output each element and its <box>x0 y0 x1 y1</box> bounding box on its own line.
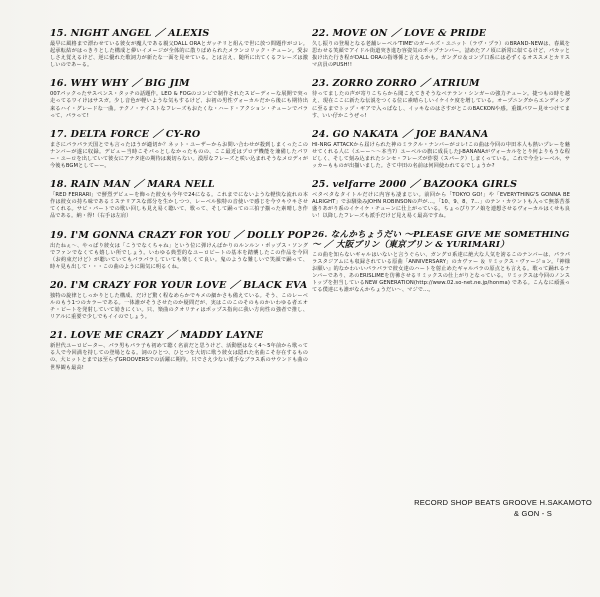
track-number: 20. <box>50 279 68 291</box>
track-entry-24 <box>312 129 570 170</box>
track-number: 15. <box>50 28 68 39</box>
track-heading <box>312 129 570 140</box>
track-title: NIGHT ANGEL ／ ALEXIS <box>70 28 210 39</box>
track-entry-15 <box>50 28 308 69</box>
track-heading <box>50 78 308 89</box>
track-heading <box>312 230 570 250</box>
track-review: この曲を知らないギャルはいないと言うぐらい、ガングロ系達に絶大な人気を誇るこのナンバーは、パラパラスタジアムにも収録されている原曲「ANNIVERSARY」のカヴァー ＆ リミックス・ヴァージョン。『神様お願い』的なかわいいパラパラで彼女達のハートを射止めたギャルパラの原点とも言える。歌って踊れるナンバーであり、あのERISLIMEを彷彿させるリミックスの仕上がりとなっている。リミックスは今回のノンストップを担当しているNEW GENERATION(http://www.02.so-net.ne.jp/honma) である。こんなに頑張ってる僕達にも誰がなんかちょうだい〜、マジで…。 <box>312 251 570 293</box>
track-heading <box>312 28 570 39</box>
track-number: 17. <box>50 128 68 140</box>
track-review: 007パックったサスペンス・タッチの話題作。LEO & FOGのコンビで制作されたスピーディーな展開で突っ走ってるワイけはサスガ。少し音色が軽いような気もするけど、お初の男性ヴォーカルだから後にも期待出来るハイ・グレードな一曲。テクノ・テイストなフレーズもおたくな・ハード・アクション・チューンでパラって、パラって! <box>50 91 308 119</box>
track-heading <box>312 78 570 89</box>
track-review: 新世代ユーロビーター、パラ男もパラ子も初めて聴く名前だと思うけど、活動歴はなく4〜5年前から歌ってる人で今回満を持しての登場となる。詞のひとつ、ひとつを大切に歌う彼女は隠れた名曲こそ存在するものの、大ヒットとまでは至らずGROOVERSでの活躍に期待。只でさえ少ない派手なブラス系のサウンドも曲の世界観も最高! <box>50 343 308 371</box>
track-title: I'M GONNA CRAZY FOR YOU ／ DOLLY POP <box>70 229 311 241</box>
track-number: 19. <box>50 229 68 241</box>
track-entry-20 <box>50 280 308 321</box>
track-heading <box>50 330 308 341</box>
track-title: WHY WHY ／ BIG JIM <box>70 78 190 90</box>
track-number: 25. <box>312 179 330 191</box>
track-review: 久し振りの登場となる老舗レーベル'TIME'のガールズ・ユニット（ラヴ・プラ）のBRAND-NEWは、春風を思わせる笑顔でアイドル街道突き進む容姿気のポップナンバー。詰めたアノ頃に新常に似てるけど、パカッと抜け出た行き程がDALL ORAの指導係と言えるかも。ガングロ＆コンプ口系には必ずくるオススメとカリスマ店員のPUSH!! <box>312 41 570 69</box>
track-title: RAIN MAN ／ MARA NELL <box>70 179 215 191</box>
track-title: MOVE ON ／ LOVE & PRIDE <box>332 28 487 39</box>
track-entry-16 <box>50 78 308 119</box>
track-title: velfarre 2000 ／ BAZOOKA GIRLS <box>332 179 518 191</box>
track-review: まさにパラパラ天国とでも言ったほうが適切か？ネット・ユーザーからお問い合わせが殺到しまくったこのナンバーが遂に収録。デビュー当時こそパっとしなかったものの、ここ最近はプロデ機能を兼備したパワー・ユーロを出していて彼女にアナタ達の期待は裏切らない。漠厚なフレーズと咲い込まれそうなメロディが今後もBGMとしてーー。 <box>50 141 308 170</box>
track-entry-22 <box>312 28 570 69</box>
track-title: LOVE ME CRAZY ／ MADDY LAYNE <box>70 330 264 342</box>
track-title: なんかちょうだい ～PLEASE GIVE ME SOMETHING～ ／ 大阪プリン（東京プリン & YURIMARI） <box>312 229 570 250</box>
track-entry-26 <box>312 230 570 295</box>
track-entry-23 <box>312 78 570 119</box>
left-column <box>50 28 311 381</box>
track-review: 独特の旋律としっかりとした構成、だけど驚く程なめらかでキメの細かさも備えている。そう、このレーベルのもう1つのカラーである。一体誰がそうさせたのか疑問だが、実はこのこのそのものかいわゆる者エオチ・ビートを発射していて効きにくい。只、楽曲のクオリティはポップス指向に我い方向性の強者で推し、リアルに重要で少しでもイイのでしょう。 <box>50 292 308 321</box>
track-number: 23. <box>312 78 330 90</box>
track-heading <box>50 280 308 291</box>
track-entry-25 <box>312 179 570 220</box>
right-column <box>312 28 570 303</box>
track-review: 待ってましたの声が寄りこちらから聞こえてきそうなベテラン・シンガーの強力チューン。捷つもの時を越え、現在ここに新たな伝説をつくる位に素晴らしいイケイケ度を増している。オープニングからエンディングに至るまでトップ・ギアで入っぱなし、イッキなのはさすがとこのBACKONや感。重鎮パワー見せつけてます、いい仔かこうぜっ! <box>312 91 570 119</box>
track-number: 16. <box>50 78 68 90</box>
track-heading <box>50 179 308 190</box>
track-heading <box>50 129 308 140</box>
track-entry-21 <box>50 330 308 371</box>
track-number: 18. <box>50 179 68 191</box>
track-heading <box>50 229 311 241</box>
track-number: 24. <box>312 128 330 140</box>
track-entry-18 <box>50 179 308 220</box>
track-title: GO NAKATA ／ JOE BANANA <box>332 128 489 140</box>
track-review: HI-NRG ATTACKから届けられた神のミラクル・ナンバーがコレ!この曲は今回の中田本人も熱いプレーを魅せてくれる人に（エーー〜〜本当?）ユーベルの旗に成長したJ-BANANAがヴォーカルをとり何よりもうな程ビしく、そして刻み込まれたシンセ・フレーズが炸裂（スパーク）しまくっている。これで今全レーベル、サッカーもものが出揃いました。さて中田の名前は何回使われてるでしょうか? <box>312 141 570 170</box>
track-number: 21. <box>50 330 68 342</box>
track-title: I'M CRAZY FOR YOUR LOVE ／ BLACK EVA <box>70 279 308 291</box>
credit-line-shop: RECORD SHOP BEATS GROOVE H.SAKAMOTO <box>414 498 592 507</box>
writer-credit <box>352 497 592 519</box>
track-review: 「RED FERRARI」で鮮烈デビューを飾った彼女も今年で24になる。これまでにないような軽快な流れの本作は彼女の持ち味であるミステリアスな部分を生かしつつ、レーベル独特の音使いで感じを今ウキウキさせてくれる。サビ・パートでの歌い回しも見え易く聴いて、歌って、そして踊っての三拍子揃った素晴しき作品である。納・得!（右手は左肩） <box>50 192 308 220</box>
track-title: DELTA FORCE ／ CY-RO <box>70 128 201 140</box>
track-review: 出たねぇ〜、やっぱり彼女は「こうでなくちゃね」という位に弾けんばかりのルンルン・ポップス・ソングでファンでなくても嬉しい所でしょう。いわゆる典型的なユーロビートの基本を踏襲したこの作品を今回（お約束だけど）が聴いていてもパラパラしていても楽しくて良い。鬼のような難しいで笑顔で踊って、時々見も出して・・・この曲のように陽気に明るくね。 <box>50 242 308 270</box>
track-heading <box>312 179 570 190</box>
track-heading <box>50 28 308 39</box>
credit-line-writers: & GON - S <box>513 509 552 518</box>
track-entry-19 <box>50 229 311 271</box>
track-number: 26. <box>312 229 328 240</box>
track-title: ZORRO ZORRO ／ ATRIUM <box>332 78 480 90</box>
track-review: ベタベタなタイトルだけに内容も凄まじい。前回から「TOKYO GO!」や「EVERYTHING'S GONNA BE ALRIGHT」でお馴染みJOHN ROBINSONの声が…。「10、9、8、7…」のテン・カウントも入って無茶苦茶盛りあがり系のイケイケ・チューンに仕上がっている。ちょっぴりアノ娘を連想させるヴォーカルはくせも良い！以降したフレーズも派手だけど見え易く最高ですね。 <box>312 192 570 220</box>
track-entry-17 <box>50 129 308 170</box>
track-review: 最早に風格まで漂わせている彼女が魔人である親父DALL ORAとガッチリと組んで世に放つ問題作がコレ。起承転結がはっきりとした構成と儚いイメージが全体的に散りばめられたメランコリック・チューン。愛おしさえ覚えるけど、逆に優れた歌詞力が新たな一面を見せている。とは言え、随所に出てくるフレーズは激しいのであーる。 <box>50 41 308 69</box>
track-number: 22. <box>312 28 330 39</box>
